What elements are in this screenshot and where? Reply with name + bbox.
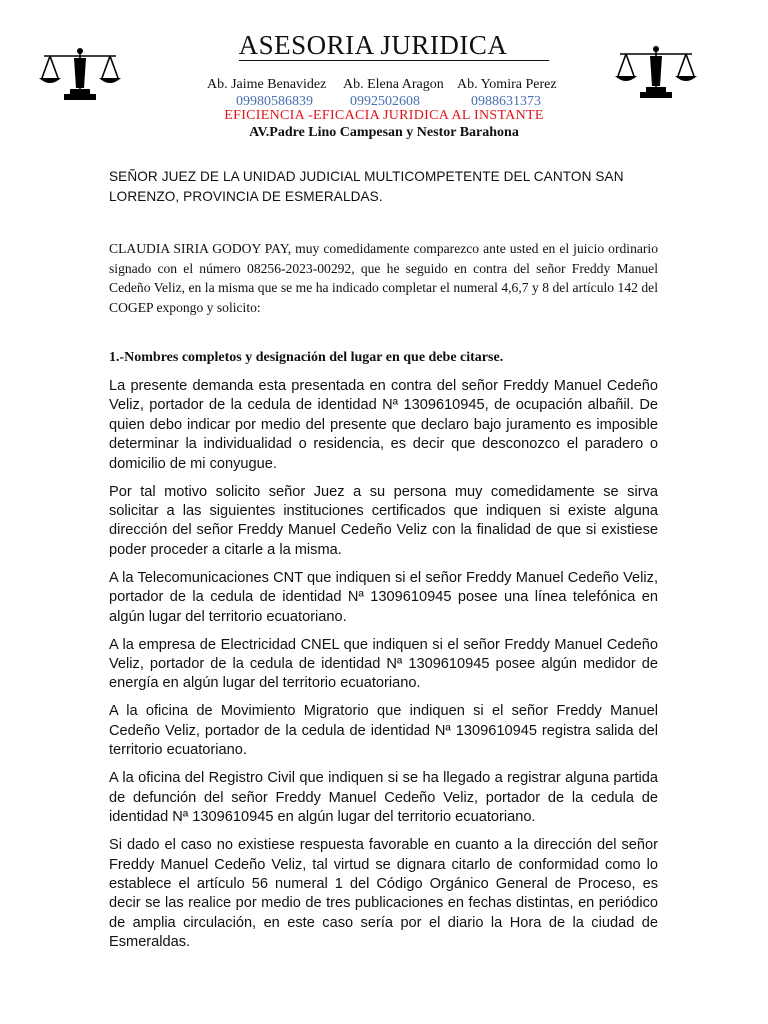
judge-addressee: SEÑOR JUEZ DE LA UNIDAD JUDICIAL MULTICOMPETENTE DEL CANTON SAN LORENZO, PROVINCIA DE ESMERALDAS. [109, 169, 624, 204]
body-text [109, 377, 658, 961]
firm-title-text: ASESORIA JURIDICA [239, 30, 550, 61]
body-paragraph: A la oficina del Registro Civil que indiquen si se ha llegado a registrar alguna partida de defunción del señor Freddy Manuel Cedeño Veliz, portador de la cedula de identidad Nª 1309610945 en algún lugar del territorio ecuatoriano. [109, 770, 658, 826]
lawyer-phone: 0988631373 [471, 94, 541, 109]
body-paragraph: A la empresa de Electricidad CNEL que indiquen si el señor Freddy Manuel Cedeño Veliz, portador de la cedula de identidad Nª 1309610945 posee algún medidor de energía en algún lugar del territorio ecuatoriano. [109, 636, 658, 692]
body-paragraph: A la oficina de Movimiento Migratorio que indiquen si el señor Freddy Manuel Cedeño Veliz, portador de la cedula de identidad Nª 1309610945 registra salida del territorio ecuatoriano. [109, 703, 658, 759]
lawyer-name: Ab. Elena Aragon [343, 77, 444, 92]
firm-slogan: EFICIENCIA -EFICACIA JURIDICA AL INSTANTE [224, 108, 544, 123]
body-paragraph: A la Telecomunicaciones CNT que indiquen si el señor Freddy Manuel Cedeño Veliz, portador de la cedula de identidad Nª 1309610945 posee una línea telefónica en algún lugar del territorio ecuatoriano. [109, 569, 658, 625]
body-paragraph: Por tal motivo solicito señor Juez a su persona muy comedidamente se sirva solicitar a las siguientes instituciones certificados que indiquen si existe alguna dirección del señor Freddy Manuel Cedeño Veliz con la finalidad de que si existiese poder proceder a citarle a la misma. [109, 483, 658, 558]
firm-address: AV.Padre Lino Campesan y Nestor Barahona [249, 125, 519, 140]
firm-title [0, 30, 768, 61]
lawyer-phone: 09980586839 [236, 94, 313, 109]
lawyer-name: Ab. Yomira Perez [457, 77, 557, 92]
lawyer-phone: 0992502608 [350, 94, 420, 109]
section-heading: 1.-Nombres completos y designación del lugar en que debe citarse. [109, 350, 504, 365]
body-paragraph: La presente demanda esta presentada en contra del señor Freddy Manuel Cedeño Veliz, portador de la cedula de identidad Nª 1309610945, de ocupación albañil. De quien debo indicar por medio del presente que declaro bajo juramento es imposible determinar la individualidad o residencia, es decir que desconozco el paradero o domicilio de mi conyugue. [109, 378, 658, 472]
lawyer-name: Ab. Jaime Benavidez [207, 77, 327, 92]
body-paragraph: Si dado el caso no existiese respuesta favorable en cuanto a la dirección del señor Freddy Manuel Cedeño Veliz, tal virtud se dignara citarlo de conformidad como lo establece el artículo 56 numeral 1 del Código Orgánico General de Proceso, es decir se las realice por medio de tres publicaciones en fechas distintas, en periódico de amplia circulación, en este caso sería por el diario la Hora de la ciudad de Esmeraldas. [109, 837, 658, 951]
intro-paragraph: CLAUDIA SIRIA GODOY PAY, muy comedidamente comparezco ante usted en el juicio ordinario signado con el número 08256-2023-00292, que he seguido en contra del señor Freddy Manuel Cedeño Veliz, en la misma que se me ha indicado completar el numeral 4,6,7 y 8 del artículo 142 del COGEP expongo y solicito: [109, 241, 658, 315]
